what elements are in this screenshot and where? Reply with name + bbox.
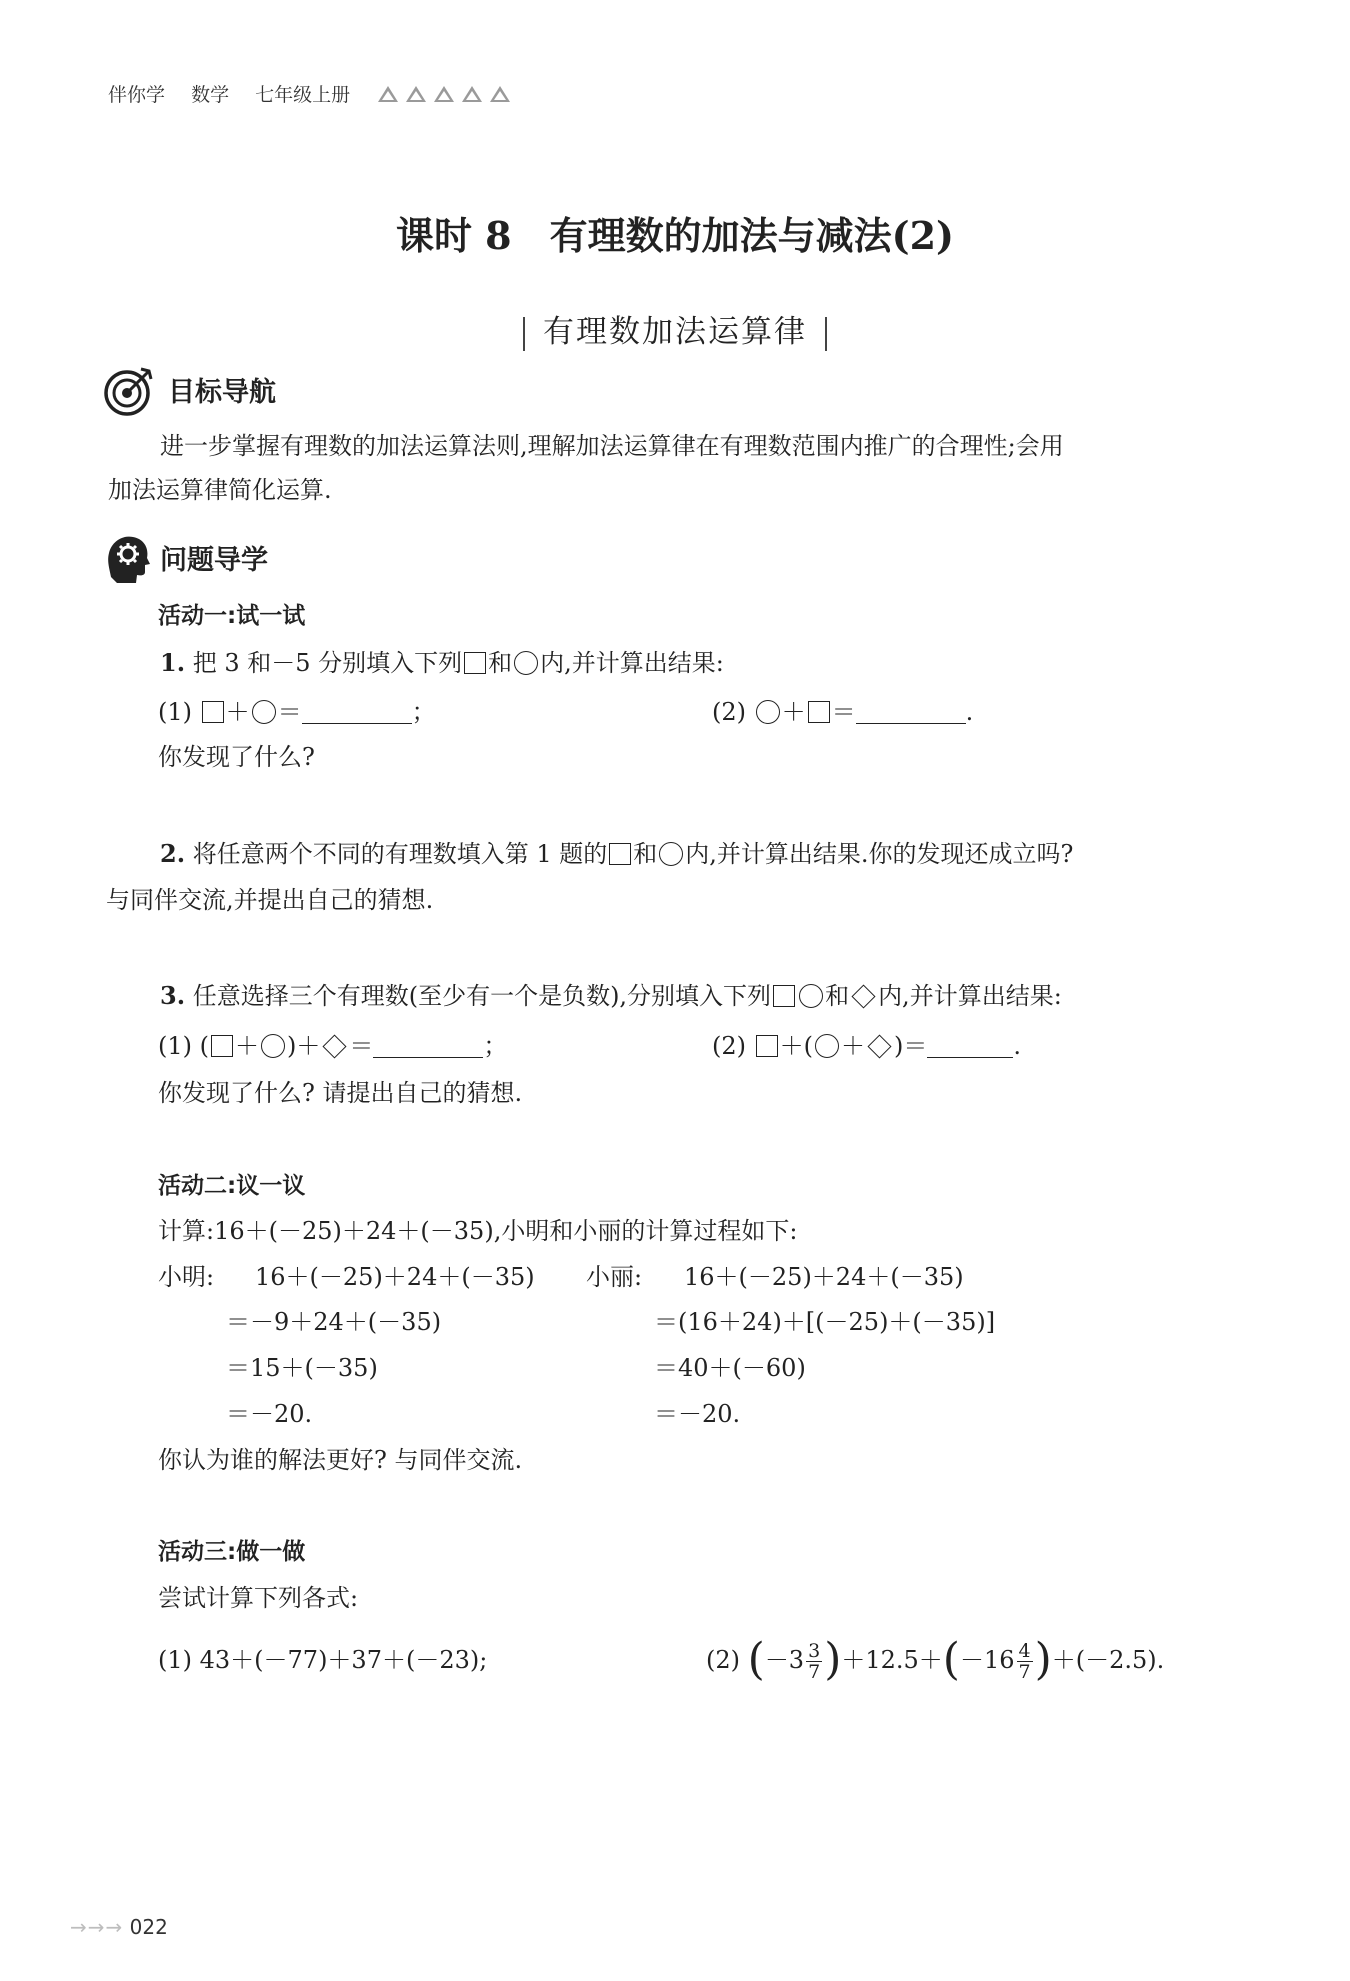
target-icon (103, 365, 157, 417)
circle-shape (659, 842, 683, 866)
square-shape (756, 1035, 778, 1057)
question-2-text-c: 内,并计算出结果.你的发现还成立吗? (685, 840, 1074, 868)
answer-blank[interactable] (927, 1031, 1013, 1058)
question-1-part-1: (1) ＋ ＝ ； (158, 698, 436, 726)
question-2-number: 2. (160, 839, 186, 868)
goals-text-line2: 加法运算律简化运算. (108, 476, 332, 504)
question-1-text-c: 内,并计算出结果: (540, 649, 724, 677)
fraction-1-denominator: 7 (808, 1661, 821, 1683)
part-label: (2) (712, 1032, 746, 1060)
xiaoli-step-2: ＝(16＋24)＋[(－25)＋(－35)] (654, 1308, 996, 1336)
paren-close: ) (1034, 1634, 1052, 1685)
part-label: (1) (158, 698, 192, 726)
question-3-part-1: (1) ( ＋ )＋ ＝ ； (158, 1032, 508, 1060)
question-3-part-2: (2) ＋( ＋ )＝ . (712, 1032, 1022, 1060)
xiaoli-step-4: ＝－20. (654, 1400, 741, 1428)
fraction-2-numerator: 4 (1018, 1640, 1031, 1662)
question-3-text-a: 任意选择三个有理数(至少有一个是负数),分别填入下列 (192, 982, 772, 1010)
square-shape (464, 652, 486, 674)
part-label: (2) (712, 698, 746, 726)
fraction-2-denominator: 7 (1018, 1661, 1031, 1683)
question-1 (160, 643, 724, 683)
activity3-intro: 尝试计算下列各式: (158, 1584, 359, 1612)
answer-blank[interactable] (373, 1031, 483, 1058)
guide-heading: 问题导学 (160, 545, 268, 576)
square-shape (609, 843, 631, 865)
part-end: ； (411, 698, 436, 726)
goals-heading: 目标导航 (168, 377, 276, 408)
part-end: . (965, 698, 974, 726)
circle-shape (261, 1034, 285, 1058)
question-3-text-c: 内,并计算出结果: (878, 982, 1062, 1010)
triangle-row-icon (378, 85, 518, 107)
question-1-text-b: 和 (488, 649, 513, 677)
term-tail: ＋(－2.5). (1051, 1646, 1165, 1674)
question-3 (160, 976, 1062, 1016)
part-end: ； (483, 1032, 508, 1060)
page-number (70, 1915, 168, 1939)
question-3-number: 3. (160, 981, 186, 1010)
question-1-text-a: 把 3 和－5 分别填入下列 (192, 649, 463, 677)
part-end: . (1013, 1032, 1022, 1060)
fraction-1-numerator: 3 (808, 1640, 821, 1662)
subtitle-text: 有理数加法运算律 (543, 314, 807, 350)
fraction-2 (1017, 1641, 1033, 1682)
xiaoli-step-3: ＝40＋(－60) (654, 1354, 806, 1382)
circle-shape (799, 984, 823, 1008)
activity2-intro: 计算:16＋(－25)＋24＋(－35),小明和小丽的计算过程如下: (158, 1217, 798, 1245)
exercise-2-label: (2) (706, 1646, 740, 1674)
xiaoli-step-1: 16＋(－25)＋24＋(－35) (684, 1263, 964, 1291)
square-shape (773, 985, 795, 1007)
activity3-heading: 活动三:做一做 (158, 1539, 306, 1565)
page-number-value: 022 (129, 1915, 168, 1939)
question-3-text-b: 和 (825, 982, 850, 1010)
lesson-subtitle (0, 306, 1350, 351)
xiaoming-step-1: 16＋(－25)＋24＋(－35) (255, 1263, 535, 1291)
term-2-integer: －16 (959, 1646, 1015, 1674)
subject-name: 数学 (191, 84, 230, 106)
paren-open: ( (747, 1634, 765, 1685)
activity2-question: 你认为谁的解法更好? 与同伴交流. (158, 1446, 523, 1474)
question-1-follow: 你发现了什么? (158, 743, 315, 771)
question-3-follow: 你发现了什么? 请提出自己的猜想. (158, 1079, 523, 1107)
xiaoli-label: 小丽: (586, 1263, 643, 1291)
xiaoming-step-4: ＝－20. (226, 1400, 313, 1428)
question-2-line2: 与同伴交流,并提出自己的猜想. (106, 886, 434, 914)
xiaoming-step-3: ＝15＋(－35) (226, 1354, 378, 1382)
part-label: (1) (158, 1032, 192, 1060)
lesson-title: 课时 8 有理数的加法与减法(2) (395, 213, 955, 258)
answer-blank[interactable] (302, 697, 412, 724)
paren-open: ( (942, 1634, 960, 1685)
book-name: 伴你学 (108, 84, 166, 106)
question-1-number: 1. (160, 648, 186, 677)
page-arrows-icon: →→→ (70, 1915, 124, 1939)
diamond-shape (852, 984, 876, 1008)
running-header (108, 80, 538, 107)
activity1-heading: 活动一:试一试 (158, 603, 306, 629)
head-gear-icon (103, 533, 151, 585)
fraction-1 (806, 1641, 822, 1682)
question-1-part-2: (2) ＋ ＝ . (712, 698, 974, 726)
activity2-heading: 活动二:议一议 (158, 1173, 306, 1199)
goals-text-line1: 进一步掌握有理数的加法运算法则,理解加法运算律在有理数范围内推广的合理性;会用 (160, 432, 1064, 460)
answer-blank[interactable] (856, 697, 966, 724)
term-1-integer: －3 (764, 1646, 805, 1674)
circle-shape (252, 700, 276, 724)
term-middle: ＋12.5＋ (841, 1646, 943, 1674)
exercise-2 (706, 1632, 1164, 1688)
question-2 (160, 834, 1073, 874)
diamond-shape (323, 1034, 347, 1058)
circle-shape (514, 651, 538, 675)
xiaoming-step-2: ＝－9＋24＋(－35) (226, 1308, 442, 1336)
xiaoming-label: 小明: (158, 1263, 215, 1291)
question-2-text-b: 和 (633, 840, 658, 868)
square-shape (808, 701, 830, 723)
subtitle-left-bar (523, 317, 525, 351)
question-2-text-a: 将任意两个不同的有理数填入第 1 题的 (192, 840, 608, 868)
square-shape (202, 701, 224, 723)
circle-shape (815, 1034, 839, 1058)
grade-name: 七年级上册 (255, 84, 351, 106)
diamond-shape (867, 1034, 891, 1058)
exercise-1: (1) 43＋(－77)＋37＋(－23); (158, 1646, 488, 1674)
square-shape (211, 1035, 233, 1057)
paren-close: ) (824, 1634, 842, 1685)
circle-shape (756, 700, 780, 724)
subtitle-right-bar (825, 317, 827, 351)
